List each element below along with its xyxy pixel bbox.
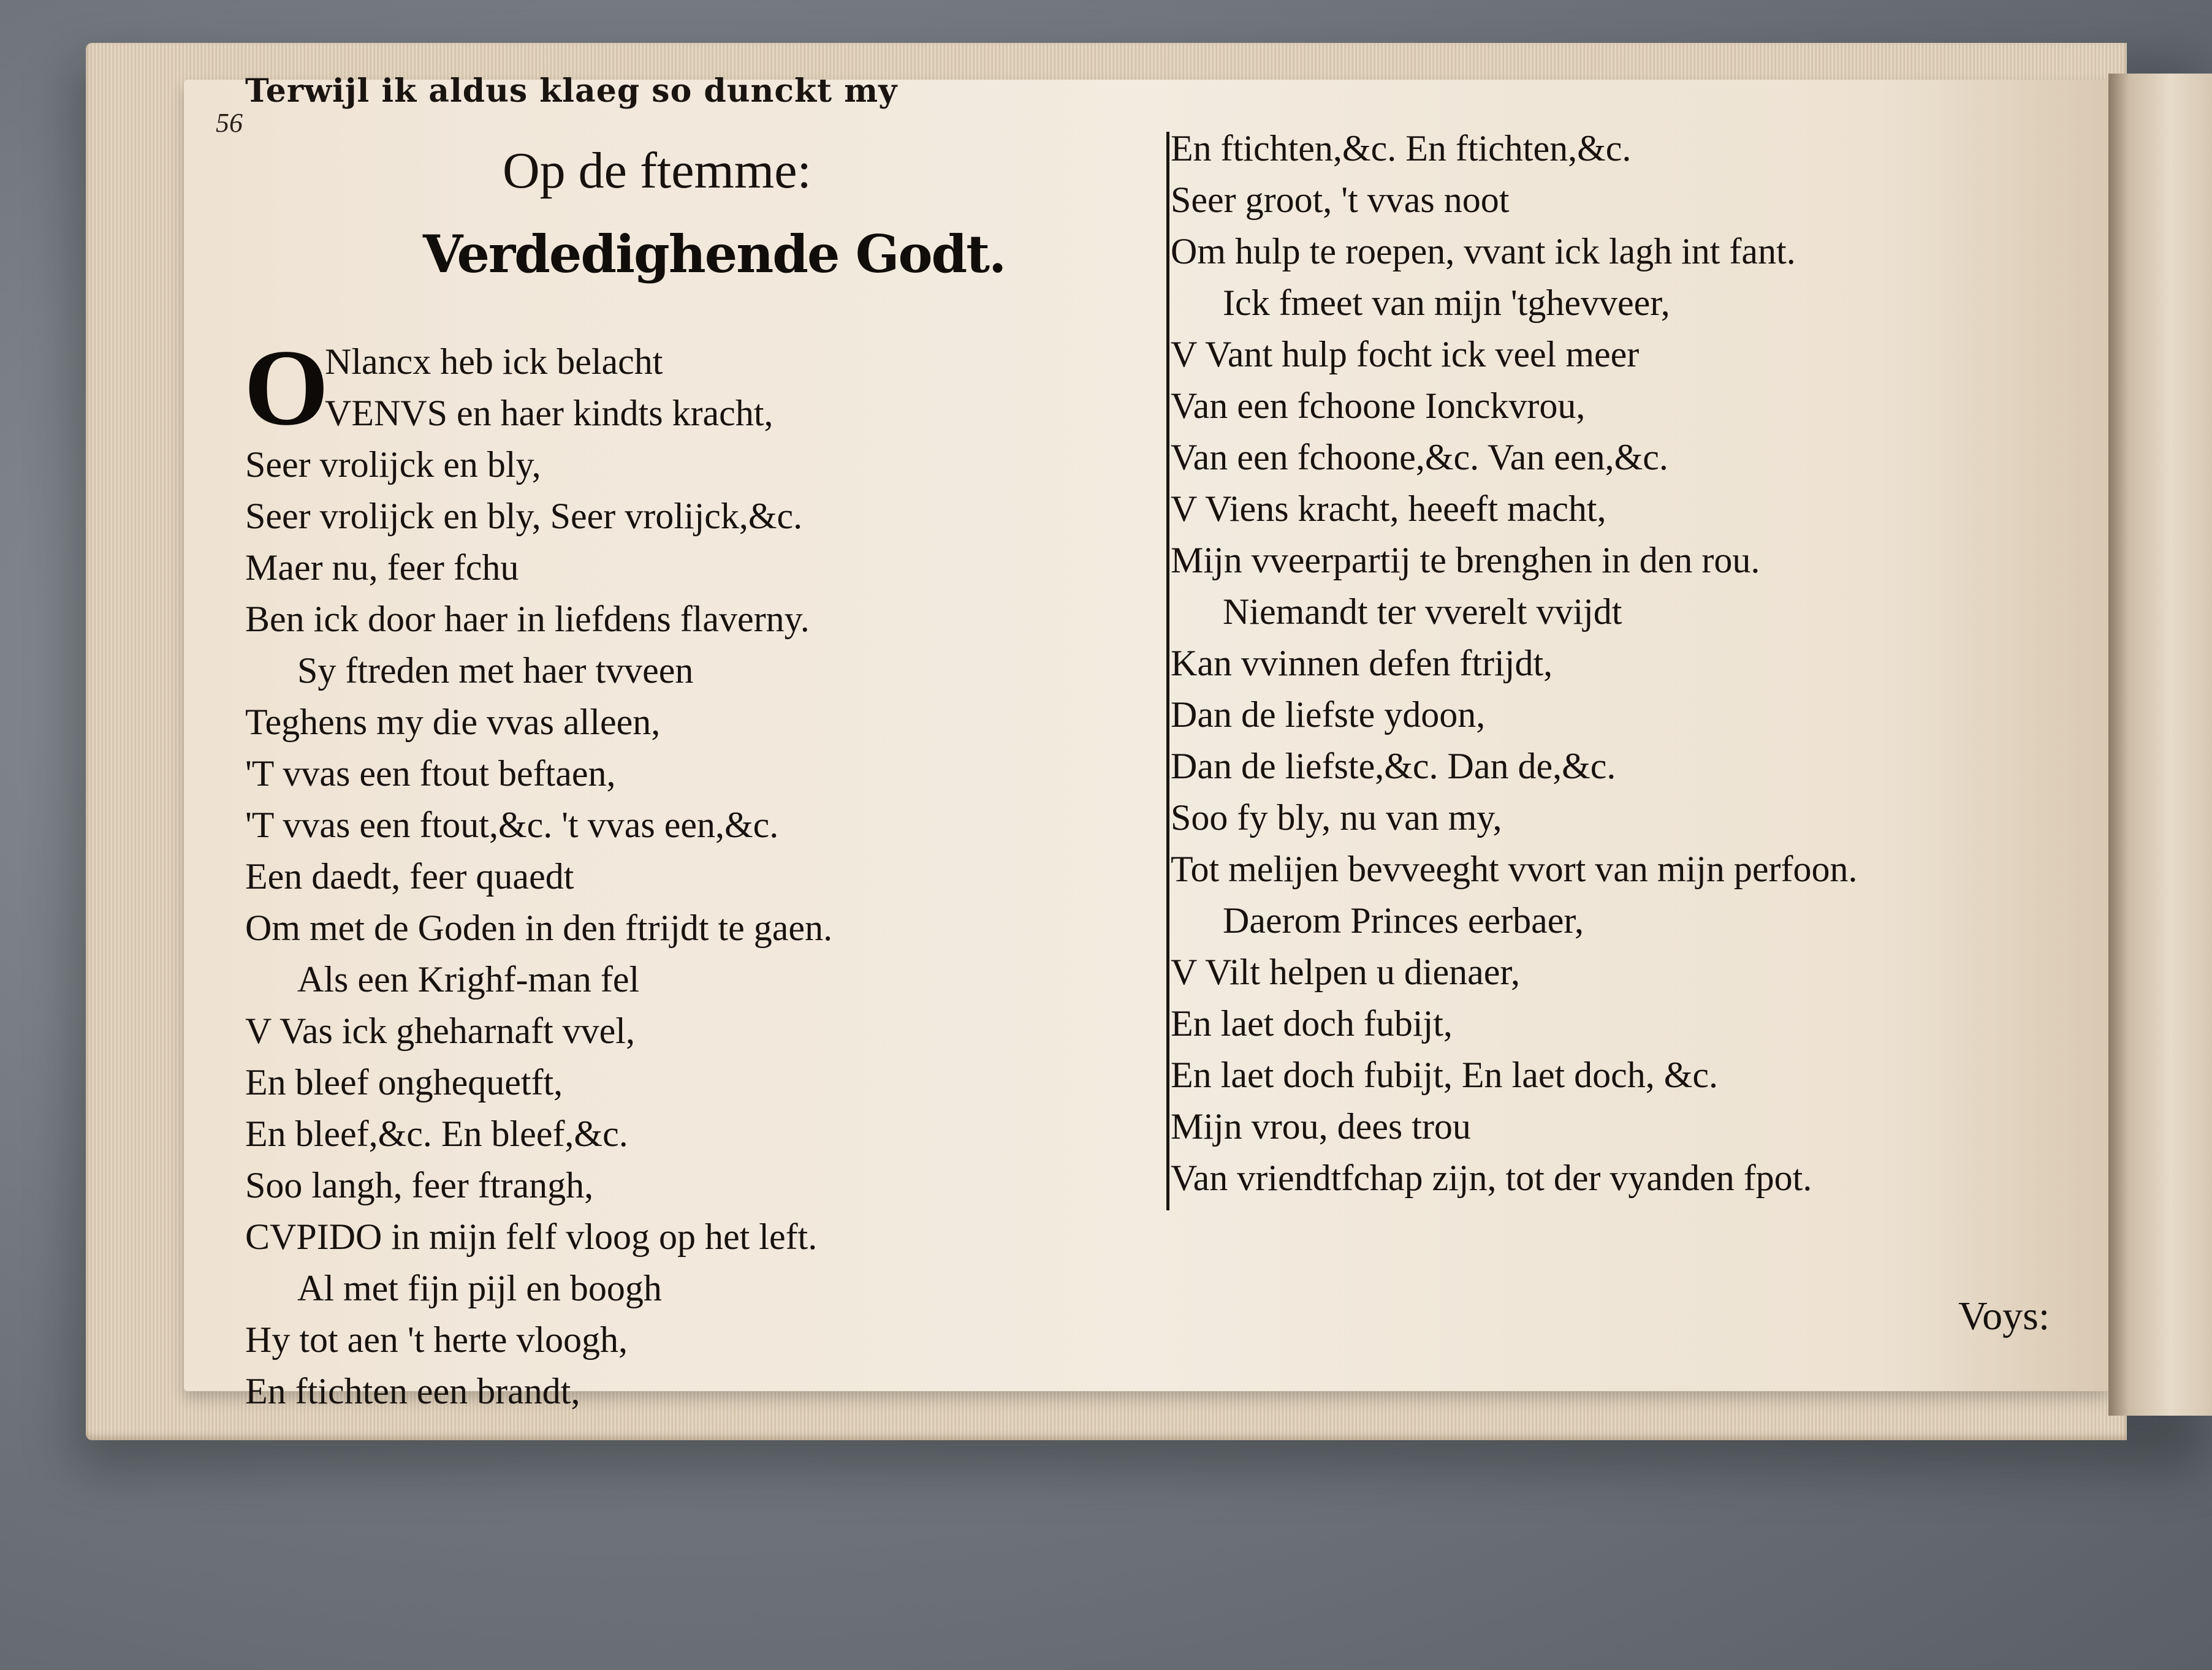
verse-line: V Vas ick gheharnaft vvel, bbox=[245, 1011, 635, 1051]
verse-line: Nlancx heb ick belacht bbox=[325, 341, 663, 382]
verse-line: Als een Krighf-man fel bbox=[297, 959, 640, 1000]
verse-line: Hy tot aen 't herte vloogh, bbox=[245, 1319, 628, 1360]
verse-line: Kan vvinnen defen ftrijdt, bbox=[1171, 643, 1553, 683]
verse-line: VENVS en haer kindts kracht, bbox=[325, 393, 773, 433]
verse-line: Maer nu, feer fchu bbox=[245, 547, 519, 588]
verse-line: Een daedt, feer quaedt bbox=[245, 856, 574, 897]
verse-line: En bleef onghequetft, bbox=[245, 1062, 563, 1103]
verse-line: Seer vrolijck en bly, Seer vrolijck,&c. bbox=[245, 496, 803, 536]
verse-line: Sy ftreden met haer tvveen bbox=[297, 650, 694, 691]
verse-line: Van een fchoone Ionckvrou, bbox=[1171, 385, 1586, 426]
verse-line: En laet doch fubijt, bbox=[1171, 1003, 1453, 1044]
verse-line: En laet doch fubijt, En laet doch, &c. bbox=[1171, 1055, 1719, 1095]
verse-line: Tot melijen bevveeght vvort van mijn perfoon. bbox=[1171, 849, 1858, 889]
verse-line: En bleef,&c. En bleef,&c. bbox=[245, 1114, 628, 1154]
verse-line: V Vant hulp focht ick veel meer bbox=[1171, 334, 1640, 374]
verse-line: Om hulp te roepen, vvant ick lagh int fant. bbox=[1171, 231, 1796, 271]
verse-line: Seer vrolijck en bly, bbox=[245, 444, 541, 485]
page-number: 56 bbox=[216, 108, 243, 138]
verse-line: Mijn vveerpartij te brenghen in den rou. bbox=[1171, 540, 1760, 580]
verse-line: Soo langh, feer ftrangh, bbox=[245, 1165, 594, 1205]
verse-line: Ick fmeet van mijn 'tghevveer, bbox=[1223, 283, 1670, 323]
verse-line: Dan de liefste,&c. Dan de,&c. bbox=[1171, 746, 1616, 786]
left-text-column bbox=[244, 327, 1152, 1417]
verse-line: V Viens kracht, heeeft macht, bbox=[1171, 488, 1606, 529]
song-subtitle: Verdedighende Godt. bbox=[423, 224, 1006, 284]
verse-line: En ftichten een brandt, bbox=[245, 1371, 580, 1411]
verse-line: CVPIDO in mijn felf vloog op het left. bbox=[245, 1216, 818, 1257]
song-title: Op de ftemme: bbox=[503, 142, 811, 199]
verse-line: Van vriendtfchap zijn, tot der vyanden fpot. bbox=[1171, 1158, 1812, 1198]
dropcap-letter: O bbox=[244, 327, 329, 448]
verse-line: Dan de liefste ydoon, bbox=[1171, 694, 1486, 735]
verse-line: Om met de Goden in den ftrijdt te gaen. bbox=[245, 908, 833, 948]
facing-page-edge bbox=[2108, 74, 2212, 1416]
verse-line: Al met fijn pijl en boogh bbox=[297, 1268, 662, 1308]
column-divider bbox=[1166, 132, 1169, 1210]
catchword: Voys: bbox=[1958, 1294, 2050, 1338]
verse-line: 'T vvas een ftout beftaen, bbox=[245, 753, 616, 794]
verse-line: Teghens my die vvas alleen, bbox=[245, 702, 661, 742]
verse-line: Ben ick door haer in liefdens flaverny. bbox=[245, 599, 810, 639]
verse-line: Soo fy bly, nu van my, bbox=[1171, 797, 1502, 838]
verse-line: Niemandt ter vverelt vvijdt bbox=[1223, 591, 1622, 632]
verse-line: V Vilt helpen u dienaer, bbox=[1171, 952, 1520, 992]
running-head: Terwijl ik aldus klaeg so dunckt my bbox=[245, 72, 898, 110]
verse-line: 'T vvas een ftout,&c. 't vvas een,&c. bbox=[245, 805, 779, 845]
verse-line: Seer groot, 't vvas noot bbox=[1171, 180, 1510, 220]
verse-line: Daerom Princes eerbaer, bbox=[1223, 900, 1584, 941]
verse-line: Mijn vrou, dees trou bbox=[1171, 1106, 1471, 1147]
verse-line: En ftichten,&c. En ftichten,&c. bbox=[1171, 128, 1632, 169]
right-text-column bbox=[1171, 123, 2090, 1204]
verse-line: Van een fchoone,&c. Van een,&c. bbox=[1171, 437, 1668, 477]
